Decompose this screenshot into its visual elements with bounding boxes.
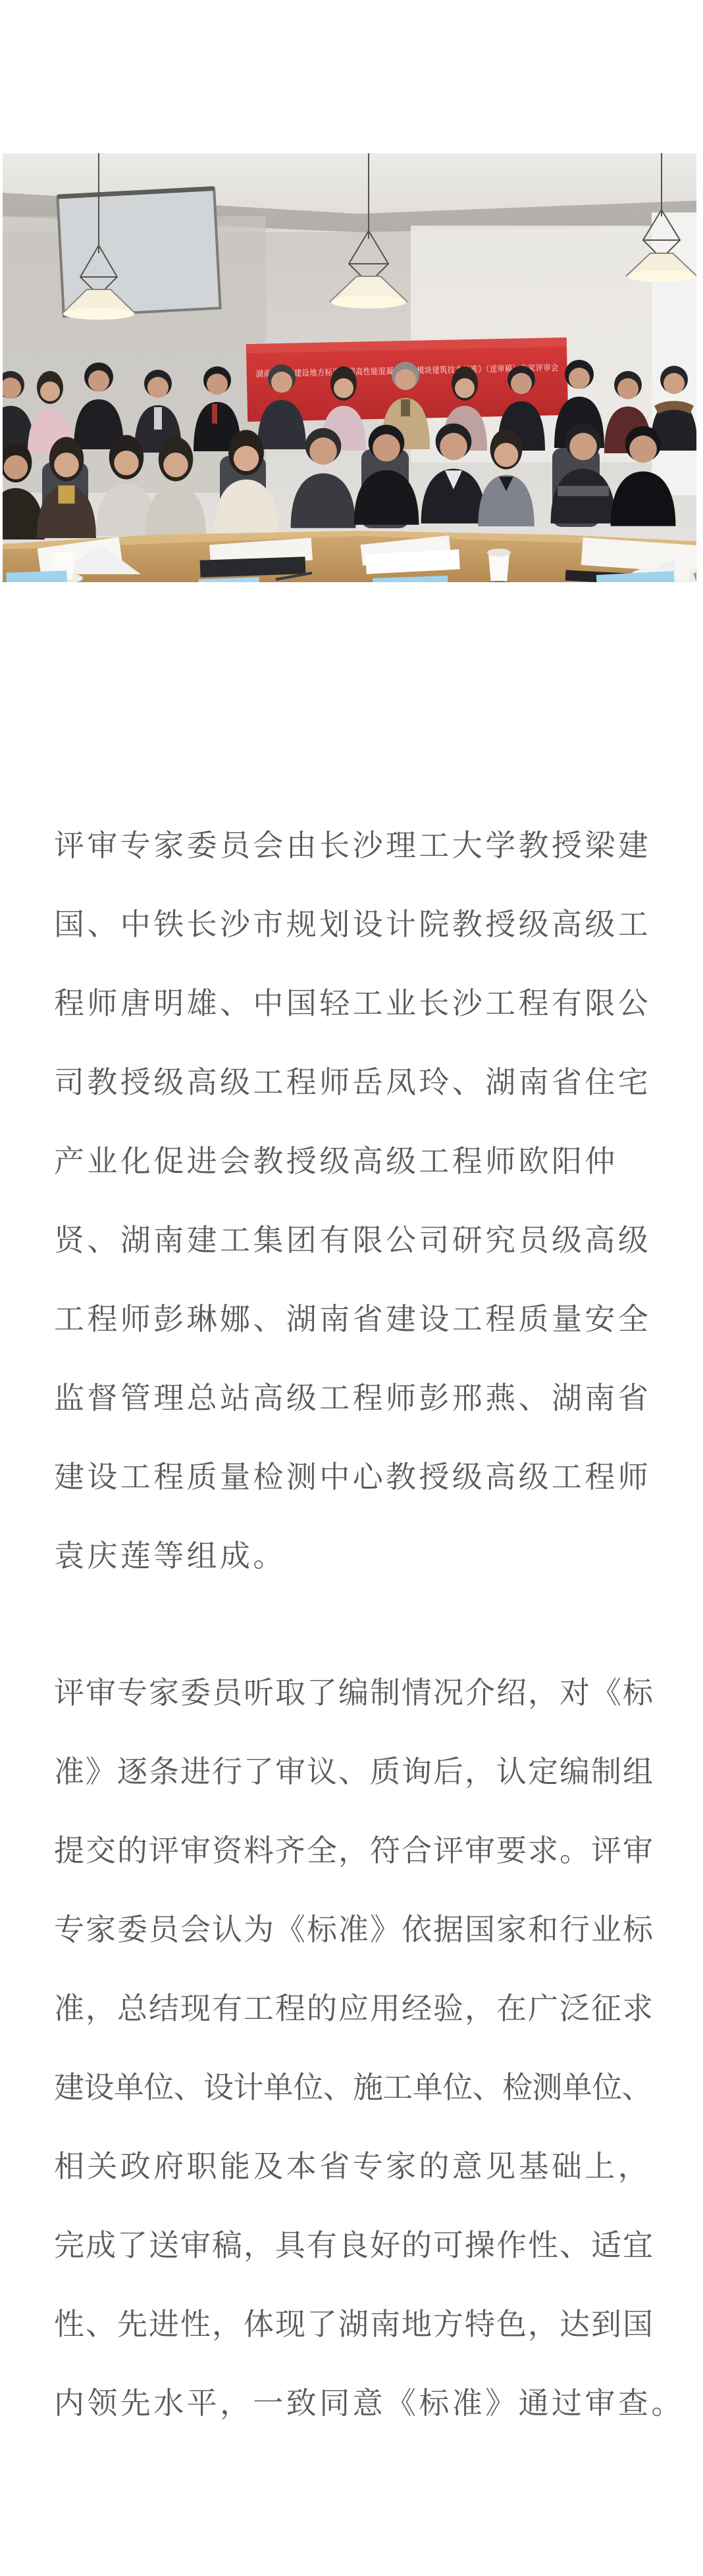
text-line: 产业化促进会教授级高级工程师欧阳仲 [54,1144,618,1178]
text-line: 性、先进性，体现了湖南地方特色，达到国 [54,2307,654,2341]
text-line: 国、中铁长沙市规划设计院教授级高级工 [54,907,652,941]
text-line: 监督管理总站高级工程师彭邢燕、湖南省 [54,1381,652,1415]
text-line: 程师唐明雄、中国轻工业长沙工程有限公 [54,986,652,1020]
text-line: 评审专家委员会由长沙理工大学教授梁建 [54,828,652,862]
paragraph-2 [0,1653,703,2442]
text-line: 建设工程质量检测中心教授级高级工程师 [54,1460,652,1494]
text-line: 建设单位、设计单位、施工单位、检测单位、 [54,2070,652,2104]
text-line: 司教授级高级工程师岳凤玲、湖南省住宅 [54,1065,652,1099]
text-line: 完成了送审稿，具有良好的可操作性、适宜 [54,2228,654,2262]
text-line: 评审专家委员听取了编制情况介绍，对《标 [54,1675,654,1710]
photo-illustration [3,153,696,582]
banner-text: 湖南省工程建设地方标准《超高性能混凝土集成模块建筑技术标准》（送审稿）专家评审会 [255,361,608,379]
text-line: 贤、湖南建工集团有限公司研究员级高级 [54,1223,652,1257]
text-line: 相关政府职能及本省专家的意见基础上， [54,2149,652,2183]
text-line: 内领先水平，一致同意《标准》通过审查。 [54,2386,685,2420]
text-line: 准》逐条进行了审议、质询后，认定编制组 [54,1754,654,1789]
meeting-photo[interactable] [3,153,696,582]
paragraph-1 [0,806,703,1595]
text-line: 提交的评审资料齐全，符合评审要求。评审 [54,1833,654,1868]
article-body [0,582,703,2442]
text-line: 工程师彭琳娜、湖南省建设工程质量安全 [54,1302,652,1336]
text-line: 袁庆莲等组成。 [54,1539,286,1573]
conference-table [3,531,696,582]
text-line: 专家委员会认为《标准》依据国家和行业标 [54,1912,654,1946]
text-line: 准，总结现有工程的应用经验，在广泛征求 [54,1991,654,2025]
